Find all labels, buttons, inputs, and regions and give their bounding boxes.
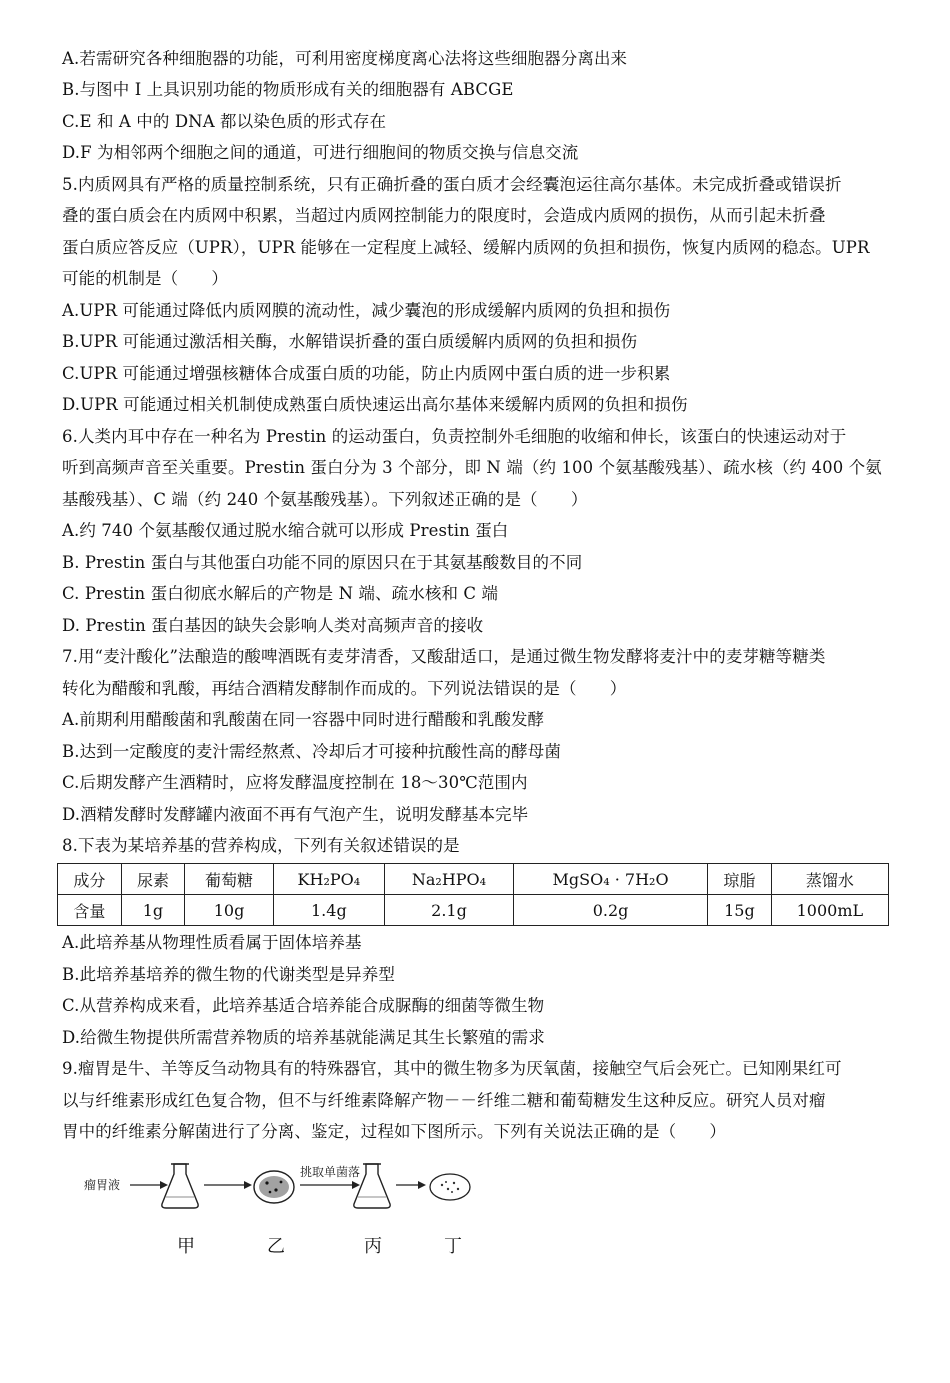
option-7d: D.酒精发酵时发酵罐内液面不再有气泡产生，说明发酵基本完毕 xyxy=(62,805,529,824)
table-cell: 1g xyxy=(121,895,185,926)
table-cell: 2.1g xyxy=(384,895,513,926)
table-cell: Na₂HPO₄ xyxy=(384,864,513,895)
petri-dish-icon xyxy=(430,1174,470,1200)
option-5d: D.UPR 可能通过相关机制使成熟蛋白质快速运出高尔基体来缓解内质网的负担和损伤 xyxy=(62,395,688,414)
question-7-line1: 7.用“麦汁酸化”法酿造的酸啤酒既有麦芽清香，又酸甜适口，是通过微生物发酵将麦汁中的麦芽糖等糖类 xyxy=(62,647,826,666)
question-7-line2: 转化为醋酸和乳酸，再结合酒精发酵制作而成的。下列说法错误的是（ ） xyxy=(62,679,627,698)
table-cell: KH₂PO₄ xyxy=(273,864,384,895)
option-7b: B.达到一定酸度的麦汁需经熬煮、冷却后才可接种抗酸性高的酵母菌 xyxy=(62,742,561,761)
option-6a: A.约 740 个氨基酸仅通过脱水缩合就可以形成 Prestin 蛋白 xyxy=(62,521,509,540)
table-cell: 含量 xyxy=(58,895,122,926)
pick-colony-label: 挑取单菌落 xyxy=(300,1165,361,1179)
nutrient-table xyxy=(57,863,889,926)
question-5-line3: 蛋白质应答反应（UPR），UPR 能够在一定程度上减轻、缓解内质网的负担和损伤，恢复内质网的稳态。UPR xyxy=(62,238,870,257)
option-6d: D. Prestin 蛋白基因的缺失会影响人类对高频声音的接收 xyxy=(62,616,484,635)
table-cell: 成分 xyxy=(58,864,122,895)
process-diagram xyxy=(62,1152,532,1222)
option-5a: A.UPR 可能通过降低内质网膜的流动性，减少囊泡的形成缓解内质网的负担和损伤 xyxy=(62,301,671,320)
option-8b: B.此培养基培养的微生物的代谢类型是异养型 xyxy=(62,965,395,984)
table-cell: 葡萄糖 xyxy=(185,864,273,895)
option-4a: A.若需研究各种细胞器的功能，可利用密度梯度离心法将这些细胞器分离出来 xyxy=(62,49,628,68)
option-8d: D.给微生物提供所需营养物质的培养基就能满足其生长繁殖的需求 xyxy=(62,1028,545,1047)
question-9-line1: 9.瘤胃是牛、羊等反刍动物具有的特殊器官，其中的微生物多为厌氧菌，接触空气后会死亡。已知刚果红可 xyxy=(62,1059,842,1078)
table-cell: 0.2g xyxy=(514,895,708,926)
question-9-line2: 以与纤维素形成红色复合物，但不与纤维素降解产物－－纤维二糖和葡萄糖发生这种反应。研究人员对瘤 xyxy=(62,1091,826,1110)
table-cell: 蒸馏水 xyxy=(771,864,888,895)
table-cell: 1.4g xyxy=(273,895,384,926)
isolation-process-figure xyxy=(62,1152,532,1262)
option-8c: C.从营养构成来看，此培养基适合培养能合成脲酶的细菌等微生物 xyxy=(62,996,545,1015)
question-6-line1: 6.人类内耳中存在一种名为 Prestin 的运动蛋白，负责控制外毛细胞的收缩和伸长，该蛋白的快速运动对于 xyxy=(62,427,847,446)
table-cell: 尿素 xyxy=(121,864,185,895)
label-ding: 丁 xyxy=(444,1236,462,1257)
option-4d: D.F 为相邻两个细胞之间的通道，可进行细胞间的物质交换与信息交流 xyxy=(62,143,579,162)
option-5b: B.UPR 可能通过激活相关酶，水解错误折叠的蛋白质缓解内质网的负担和损伤 xyxy=(62,332,638,351)
label-yi: 乙 xyxy=(267,1236,285,1257)
option-8a: A.此培养基从物理性质看属于固体培养基 xyxy=(62,933,362,952)
option-6b: B. Prestin 蛋白与其他蛋白功能不同的原因只在于其氨基酸数目的不同 xyxy=(62,553,583,572)
question-5-line1: 5.内质网具有严格的质量控制系统，只有正确折叠的蛋白质才会经囊泡运往高尔基体。未完成折叠或错误折 xyxy=(62,175,842,194)
question-6-line3: 基酸残基）、C 端（约 240 个氨基酸残基）。下列叙述正确的是（ ） xyxy=(62,490,588,509)
table-row xyxy=(58,895,889,926)
question-6-line2: 听到高频声音至关重要。Prestin 蛋白分为 3 个部分，即 N 端（约 100 个氨基酸残基）、疏水核（约 400 个氨 xyxy=(62,458,882,477)
table-cell: 15g xyxy=(708,895,772,926)
question-5-line2: 叠的蛋白质会在内质网中积累，当超过内质网控制能力的限度时，会造成内质网的损伤，从而引起未折叠 xyxy=(62,206,826,225)
label-bing: 丙 xyxy=(364,1236,382,1257)
option-4b: B.与图中 I 上具识别功能的物质形成有关的细胞器有 ABCGE xyxy=(62,80,514,99)
table-cell: 琼脂 xyxy=(708,864,772,895)
option-4c: C.E 和 A 中的 DNA 都以染色质的形式存在 xyxy=(62,112,387,131)
petri-dish-icon xyxy=(254,1171,294,1203)
table-cell: MgSO₄ · 7H₂O xyxy=(514,864,708,895)
table-row xyxy=(58,864,889,895)
option-7a: A.前期利用醋酸菌和乳酸菌在同一容器中同时进行醋酸和乳酸发酵 xyxy=(62,710,545,729)
question-9-line3: 胃中的纤维素分解菌进行了分离、鉴定，过程如下图所示。下列有关说法正确的是（ ） xyxy=(62,1122,726,1141)
table-cell: 1000mL xyxy=(771,895,888,926)
question-8: 8.下表为某培养基的营养构成，下列有关叙述错误的是 xyxy=(62,836,460,855)
question-5-line4: 可能的机制是（ ） xyxy=(62,269,228,288)
rumen-fluid-label: 瘤胃液 xyxy=(84,1178,121,1192)
option-7c: C.后期发酵产生酒精时，应将发酵温度控制在 18～30℃范围内 xyxy=(62,773,528,792)
option-5c: C.UPR 可能通过增强核糖体合成蛋白质的功能，防止内质网中蛋白质的进一步积累 xyxy=(62,364,671,383)
table-cell: 10g xyxy=(185,895,273,926)
option-6c: C. Prestin 蛋白彻底水解后的产物是 N 端、疏水核和 C 端 xyxy=(62,584,499,603)
label-jia: 甲 xyxy=(177,1236,195,1257)
